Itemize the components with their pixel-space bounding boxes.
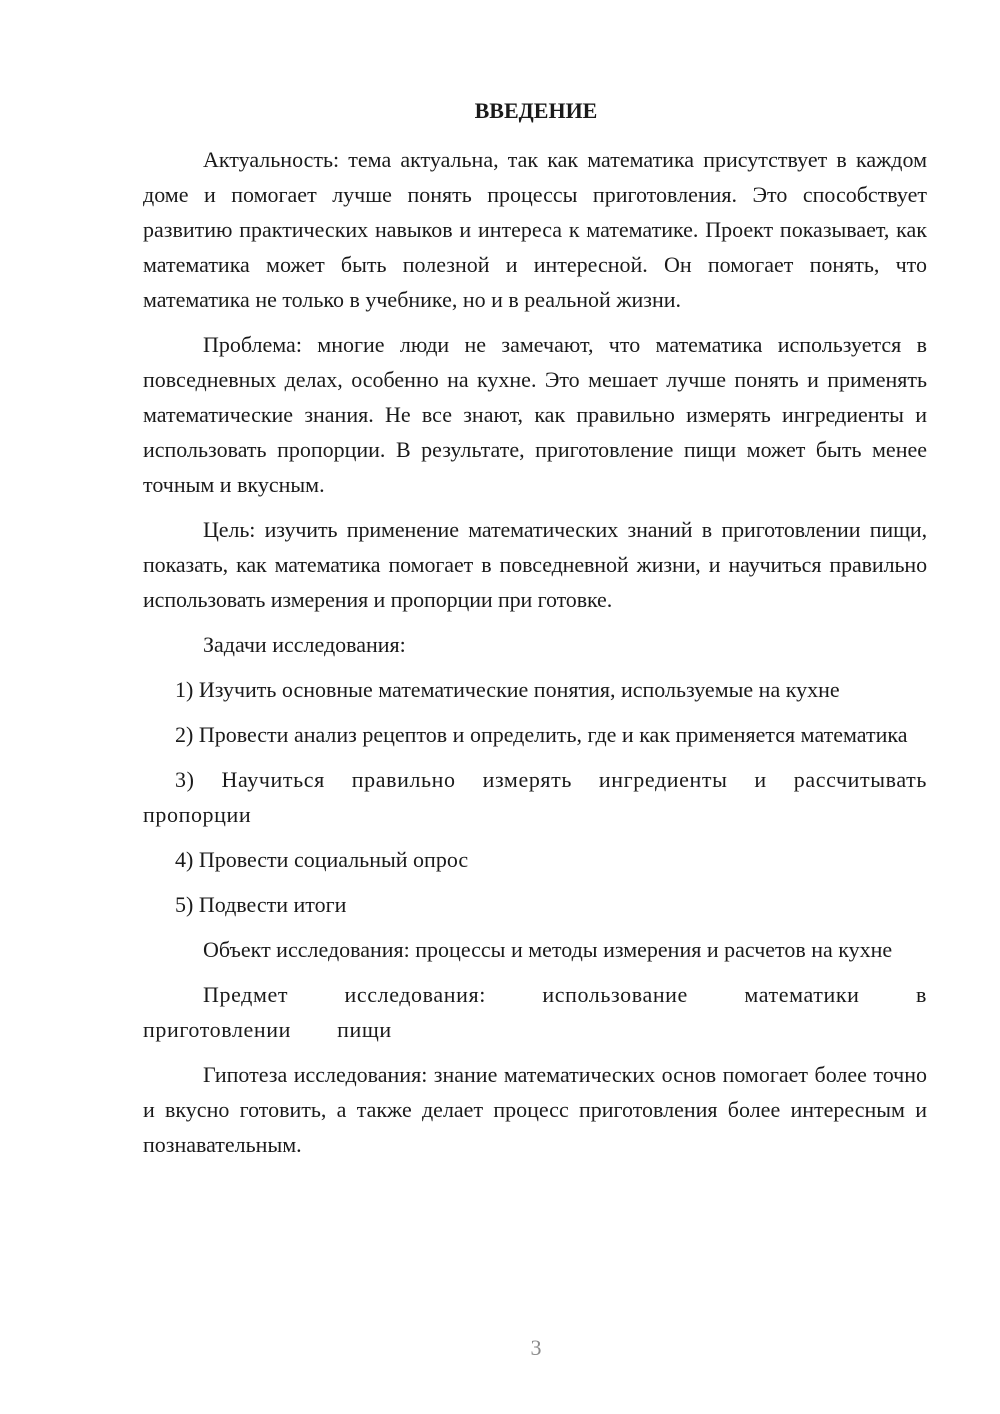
object-paragraph: Объект исследования: процессы и методы измерения и расчетов на кухне [203,937,893,962]
subject-paragraph: Предмет исследования: использование математики в приготовлении пищи [143,982,927,1042]
task-item-4: 4) Провести социальный опрос [175,847,469,872]
relevance-paragraph: Актуальность: тема актуальна, так как математика присутствует в каждом доме и помогает лучше понять процессы приготовления. Это способствует развитию практических навыков и интереса к математике. Проект показывает, как математика может быть полезной и интересной. Он помогает понять, что математика не только в учебнике, но и в реальной жизни. [143,147,927,312]
task-item-2: 2) Провести анализ рецептов и определить, где и как применяется математика [175,722,908,747]
tasks-heading: Задачи исследования: [203,632,406,657]
task-item-1: 1) Изучить основные математические понятия, используемые на кухне [175,677,840,702]
task-item-5: 5) Подвести итоги [175,892,347,917]
goal-paragraph: Цель: изучить применение математических знаний в приготовлении пищи, показать, как математика помогает в повседневной жизни, и научиться правильно использовать измерения и пропорции при готовке. [143,517,927,612]
page-number: 3 [530,1335,542,1360]
problem-paragraph: Проблема: многие люди не замечают, что математика используется в повседневных делах, особенно на кухне. Это мешает лучше понять и применять математические знания. Не все знают, как правильно измерять ингредиенты и использовать пропорции. В результате, приготовление пищи может быть менее точным и вкусным. [143,332,927,497]
page-body [143,142,927,1172]
task-item-3: 3) Научиться правильно измерять ингредиенты и рассчитывать пропорции [143,767,927,827]
page-title: ВВЕДЕНИЕ [474,98,598,123]
hypothesis-paragraph: Гипотеза исследования: знание математических основ помогает более точно и вкусно готовить, а также делает процесс приготовления более интересным и познавательным. [143,1062,927,1157]
